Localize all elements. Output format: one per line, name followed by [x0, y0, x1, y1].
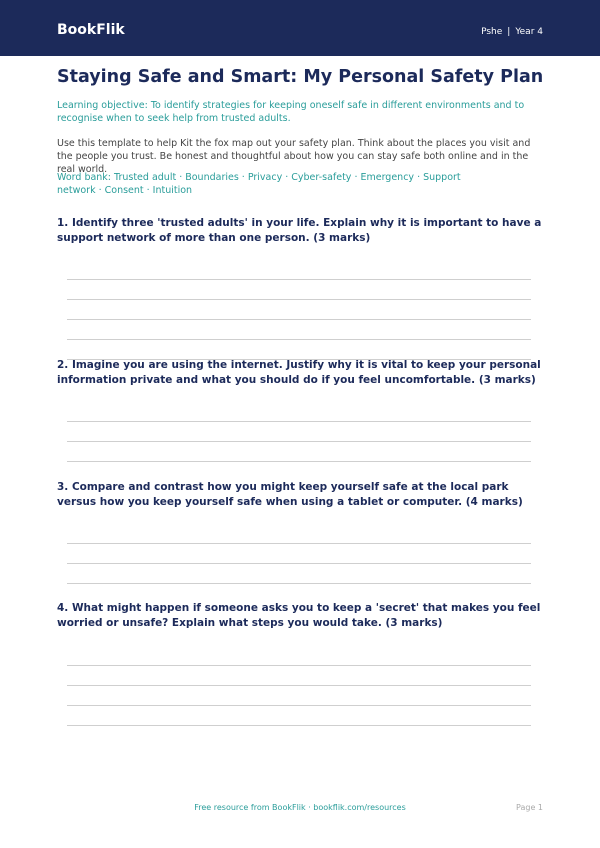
- question-2: 2. Imagine you are using the internet. Justify why it is vital to keep your personal information private and what you should do if you feel uncomfortable. (3 marks): [57, 359, 541, 386]
- answer-line[interactable]: [67, 705, 531, 706]
- answer-line[interactable]: [67, 421, 531, 422]
- question-3: 3. Compare and contrast how you might keep yourself safe at the local park versus how you keep yourself safe when using a tablet or computer. (4 marks): [57, 481, 523, 508]
- word-bank-label: Word bank:: [57, 172, 112, 183]
- word-bank-item: Boundaries: [185, 172, 239, 183]
- word-bank-item: Support network: [57, 172, 461, 196]
- brand-logo: BookFlik: [57, 22, 125, 38]
- question-1: 1. Identify three 'trusted adults' in your life. Explain why it is important to have a support network of more than one person. (3 marks): [57, 217, 542, 244]
- word-bank-item: Emergency: [360, 172, 415, 183]
- answer-line[interactable]: [67, 583, 531, 584]
- footer-text: Free resource from BookFlik · bookflik.com/resources: [194, 803, 406, 812]
- question-4: 4. What might happen if someone asks you to keep a 'secret' that makes you feel worried or unsafe? Explain what steps you would take. (3 marks): [57, 602, 541, 629]
- answer-line[interactable]: [67, 725, 531, 726]
- word-bank-item: Intuition: [152, 185, 193, 196]
- answer-line[interactable]: [67, 299, 531, 300]
- answer-line[interactable]: [67, 665, 531, 666]
- answer-line[interactable]: [67, 543, 531, 544]
- answer-line[interactable]: [67, 441, 531, 442]
- page-title: Staying Safe and Smart: My Personal Safety Plan: [57, 67, 544, 87]
- answer-line[interactable]: [67, 685, 531, 686]
- answer-line[interactable]: [67, 461, 531, 462]
- header-separator: |: [507, 27, 511, 37]
- word-bank-item: Consent: [104, 185, 144, 196]
- word-bank: Word bank: Trusted adult · Boundaries · Privacy · Cyber-safety · Emergency · Support network · Consent · Intuition: [57, 172, 461, 196]
- answer-line[interactable]: [67, 319, 531, 320]
- answer-line[interactable]: [67, 279, 531, 280]
- header-meta: [481, 27, 543, 37]
- intro-text: Use this template to help Kit the fox map out your safety plan. Think about the places you visit and the people you trust. Be honest and thoughtful about how you can stay safe both online and in the real world.: [57, 138, 531, 175]
- page-header: [0, 0, 600, 56]
- year-label: Year 4: [515, 27, 543, 37]
- learning-objective: Learning objective: To identify strategies for keeping oneself safe in different environments and to recognise when to seek help from trusted adults.: [57, 100, 525, 124]
- word-bank-item: Trusted adult: [114, 172, 177, 183]
- word-bank-item: Privacy: [247, 172, 283, 183]
- page-number: Page 1: [516, 803, 543, 812]
- subject-label: Pshe: [481, 27, 503, 37]
- answer-line[interactable]: [67, 339, 531, 340]
- word-bank-item: Cyber-safety: [291, 172, 352, 183]
- answer-line[interactable]: [67, 563, 531, 564]
